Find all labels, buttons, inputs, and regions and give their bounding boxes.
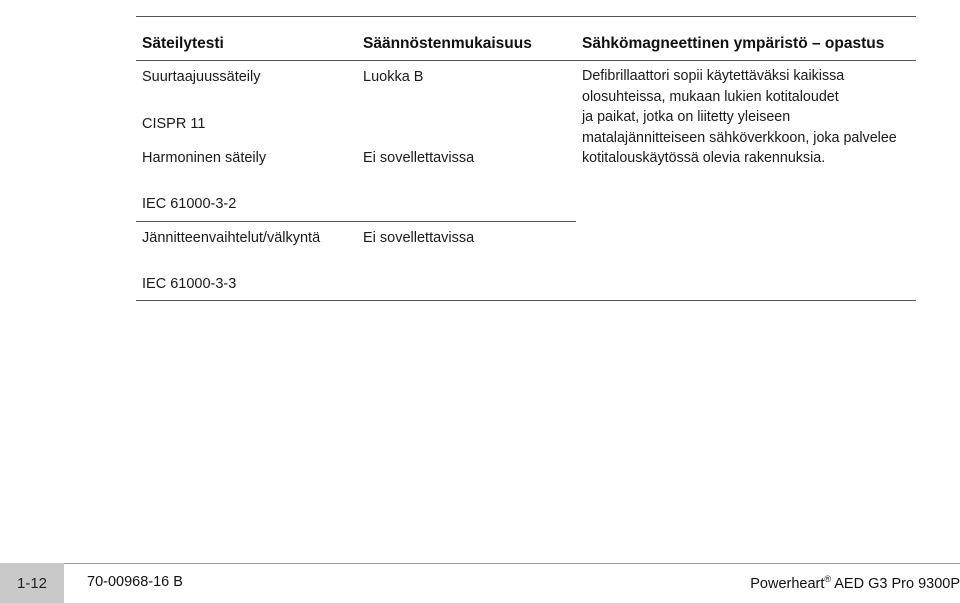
guidance-text bbox=[582, 66, 897, 169]
row-harmonic-compliance: Ei sovellettavissa bbox=[363, 150, 475, 166]
row-rf-emissions-test: Suurtaajuussäteily bbox=[142, 69, 261, 85]
row-iec-3-2-test: IEC 61000-3-2 bbox=[142, 196, 237, 212]
table-bottom-rule bbox=[136, 300, 916, 301]
header-bottom-rule bbox=[136, 60, 916, 61]
row-rf-emissions-compliance: Luokka B bbox=[363, 69, 424, 85]
header-compliance: Säännöstenmukaisuus bbox=[363, 35, 532, 52]
table-top-rule bbox=[136, 16, 916, 17]
registered-mark: ® bbox=[824, 574, 832, 584]
row-flicker-compliance: Ei sovellettavissa bbox=[363, 230, 475, 246]
guidance-line: kotitalouskäytössä olevia rakennuksia. bbox=[582, 150, 826, 167]
guidance-line: matalajännitteiseen sähköverkkoon, joka palvelee bbox=[582, 129, 897, 146]
product-brand: Powerheart bbox=[750, 575, 825, 592]
header-guidance: Sähkömagneettinen ympäristö – opastus bbox=[582, 35, 885, 52]
header-test: Säteilytesti bbox=[142, 35, 224, 52]
guidance-line: olosuhteissa, mukaan lukien kotitaloudet bbox=[582, 88, 839, 105]
product-model: AED G3 Pro 9300P bbox=[831, 575, 960, 592]
row-iec-3-3-test: IEC 61000-3-3 bbox=[142, 276, 237, 292]
product-name bbox=[750, 574, 960, 592]
doc-number: 70-00968-16 B bbox=[87, 574, 183, 590]
footer-rule bbox=[0, 563, 960, 564]
row-separator-rule bbox=[136, 221, 576, 222]
row-cispr-test: CISPR 11 bbox=[142, 116, 206, 132]
guidance-line: Defibrillaattori sopii käytettäväksi kaikissa bbox=[582, 68, 845, 84]
page-number: 1-12 bbox=[16, 574, 48, 592]
row-flicker-test: Jännitteenvaihtelut/välkyntä bbox=[142, 230, 321, 246]
guidance-line: ja paikat, jotka on liitetty yleiseen bbox=[582, 109, 791, 126]
row-harmonic-test: Harmoninen säteily bbox=[142, 150, 267, 166]
page-number-box bbox=[0, 563, 64, 603]
